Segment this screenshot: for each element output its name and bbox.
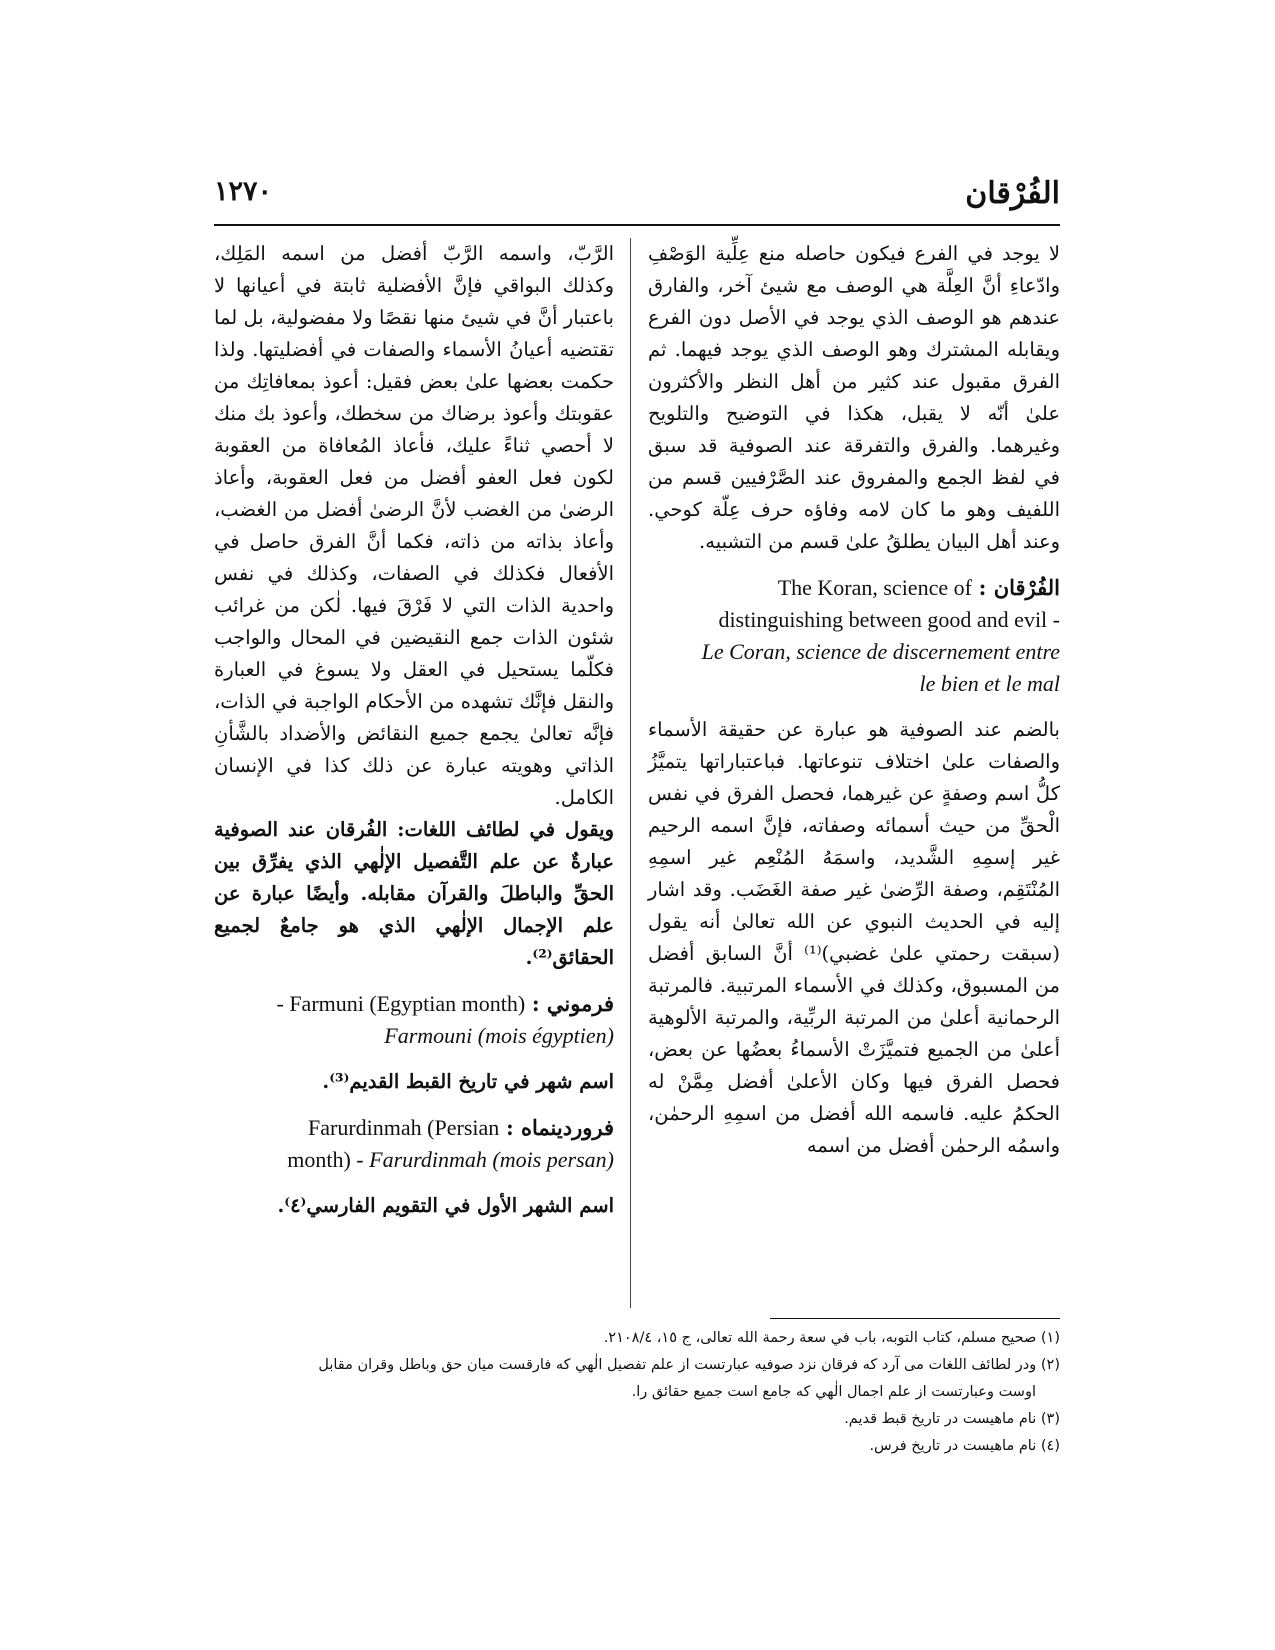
lataif-quote: ويقول في لطائف اللغات: الفُرقان عند الصوفية عبارةٌ عن علم التَّفصيل الإلٰهي الذي يفرِّق بين الحقِّ والباطلَ والقرآن مقابله. وأيضًا عبارة عن علم الإجمال الإلٰهي الذي هو جامعٌ لجميع الحقائق⁽²⁾. <box>214 818 614 969</box>
entry-english: Farurdinmah (Persian <box>308 1115 500 1140</box>
entry-farurdinmah <box>214 1112 614 1222</box>
entry-french-cont: le bien et le mal <box>919 671 1060 696</box>
entry-furqan-head <box>648 572 1060 604</box>
definition-paragraph: بالضم عند الصوفية هو عبارة عن حقيقة الأسماء والصفات علىٰ اختلاف تنوعاتها. فباعتباراتها يتميَّزُ كلُّ اسم وصفةٍ عن غيرهما، فحصل الفرق في نفس الْحقِّ من حيث أسمائه وصفاته، فإنَّ اسمه الرحيم غير إسمِهِ الشَّديد، واسمَهُ المُنْعِم غير اسمِهِ المُنْتَقِم، وصفة الرِّضىٰ غير صفة الغَضَب. وقد اشار إليه في الحديث النبوي عن الله تعالىٰ أنه يقول (سبقت رحمتي علىٰ غضبي)⁽¹⁾ أنَّ السابق أفضل من المسبوق، وكذلك في الأسماء المرتبية. فالمرتبة الرحمانية أعلىٰ من المرتبة الربِّية، والمرتبة الألوهية أعلىٰ من الجميع فتميَّزَتْ الأسماءُ بعضُها عن بعض، فحصل الفرق فيها وكان الأعلىٰ أفضل مِمَّنْ له الحكمُ عليه. فاسمه الله أفضل من اسمِهِ الرحمٰن، واسمُه الرحمٰن أفضل من اسمه <box>648 718 1060 1157</box>
entry-french: Farmouni (mois égyptien) <box>384 1023 614 1048</box>
footnotes <box>214 1325 1060 1460</box>
entry-definition: اسم الشهر الأول في التقويم الفارسي⁽٤⁾. <box>277 1194 614 1217</box>
entry-farmuni <box>214 988 614 1098</box>
entry-term: فروردينماه : <box>505 1115 614 1140</box>
entry-english: Farmuni (Egyptian month) - <box>276 991 526 1016</box>
entry-definition: اسم شهر في تاريخ القبط القديم⁽³⁾. <box>322 1070 614 1093</box>
footnote-3: (٣) نام ماهيست در تاريخ قبط قديم. <box>844 1411 1060 1427</box>
footnote-2: (٢) ودر لطائف اللغات مى آرد كه فرقان نزد صوفيه عبارتست از علم تفصيل الٰهي كه فارقست ميان حق وباطل وقران مقابل <box>318 1357 1060 1373</box>
footnote-2-cont: اوست وعبارتست از علم اجمال الٰهي كه جامع است جميع حقائق را. <box>631 1384 1036 1400</box>
entry-english-cont: distinguishing between good and evil - <box>718 607 1060 632</box>
footnote-4: (٤) نام ماهيست در تاريخ فرس. <box>869 1438 1060 1454</box>
continued-paragraph-left: الرَّبّ، واسمه الرَّبّ أفضل من اسمه المَلِك، وكذلك البواقي فإنَّ الأفضلية ثابتة في أعيانها لا باعتبار أنَّ في شيئ منها نقصًا ولا مفضولية، بل لما تقتضيه أعيانُ الأسماء والصفات في أفضليتها. ولذا حكمت بعضها علىٰ بعض فقيل: أعوذ بمعافاتِك من عقوبتك وأعوذ برضاك من سخطك، وأعوذ بك منك لا أحصي ثناءً عليك، فأعاذ المُعافاة من العقوبة لكون فعل العفو أفضل من فعل العقوبة، وأعاذ الرضىٰ من الغضب لأنَّ الرضىٰ أفضل من الغضب، وأعاذ بذاته من ذاته، فكما أنَّ الفرق حاصل في الأفعال فكذلك في الصفات، وكذلك في نفس واحدية الذات التي لا فَرْقَ فيها. لٰكن من غرائب شئون الذات جمع النقيضين في المحال والواجب فكلّما يستحيل في العقل ولا يسوغ في العبارة والنقل فإنَّك تشهده من الأحكام الواجبة في الذات، فإنَّه تعالىٰ يجمع جميع النقائض والأضداد بالشَّأنِ الذاتي وهويته عبارة عن ذلك كذا في الإنسان الكامل. <box>214 242 614 809</box>
entry-farurdinmah-head <box>214 1112 614 1144</box>
entry-french: Farurdinmah (mois persan) <box>369 1147 614 1172</box>
entry-english: The Koran, science of <box>777 575 972 600</box>
left-column <box>214 238 614 1222</box>
footnote-rule <box>770 1318 1060 1319</box>
entry-english-b: month) - <box>287 1147 364 1172</box>
running-head-title: الفُرْقان <box>965 176 1060 211</box>
page-number: ١٢٧٠ <box>214 176 273 207</box>
right-column <box>648 238 1060 1162</box>
header-rule <box>214 224 1060 226</box>
column-divider <box>630 238 631 1308</box>
entry-term: الفُرْقان : <box>978 575 1060 600</box>
entry-french: Le Coran, science de discernement entre <box>701 639 1060 664</box>
entry-furqan <box>648 572 1060 700</box>
entry-farmuni-head <box>214 988 614 1020</box>
entry-english-cont <box>214 1144 614 1176</box>
continued-paragraph: لا يوجد في الفرع فيكون حاصله منع عِلِّية الوَصْفِ وادّعاءِ أنَّ العِلَّة هي الوصف مع شيئ آخر، والفارق عندهم هو الوصف الذي يوجد في الأصل دون الفرع ويقابله المشترك وهو الوصف الذي يوجد فيهما. ثم الفرق مقبول عند كثير من أهل النظر والأكثرون علىٰ أنّه لا يقبل، هكذا في التوضيح والتلويح وغيرهما. والفرق والتفرقة عند الصوفية قد سبق في لفظ الجمع والمفروق عند الصَّرْفيين قسم من اللفيف وهو ما كان لامه وفاؤه حرف عِلّة كوحي. وعند أهل البيان يطلقُ علىٰ قسم من التشبيه. <box>648 242 1060 553</box>
entry-term: فرموني : <box>531 991 614 1016</box>
footnote-1: (١) صحيح مسلم، كتاب التوبه، باب في سعة رحمة الله تعالى، ج ١٥، ٢١٠٨/٤. <box>603 1330 1060 1346</box>
